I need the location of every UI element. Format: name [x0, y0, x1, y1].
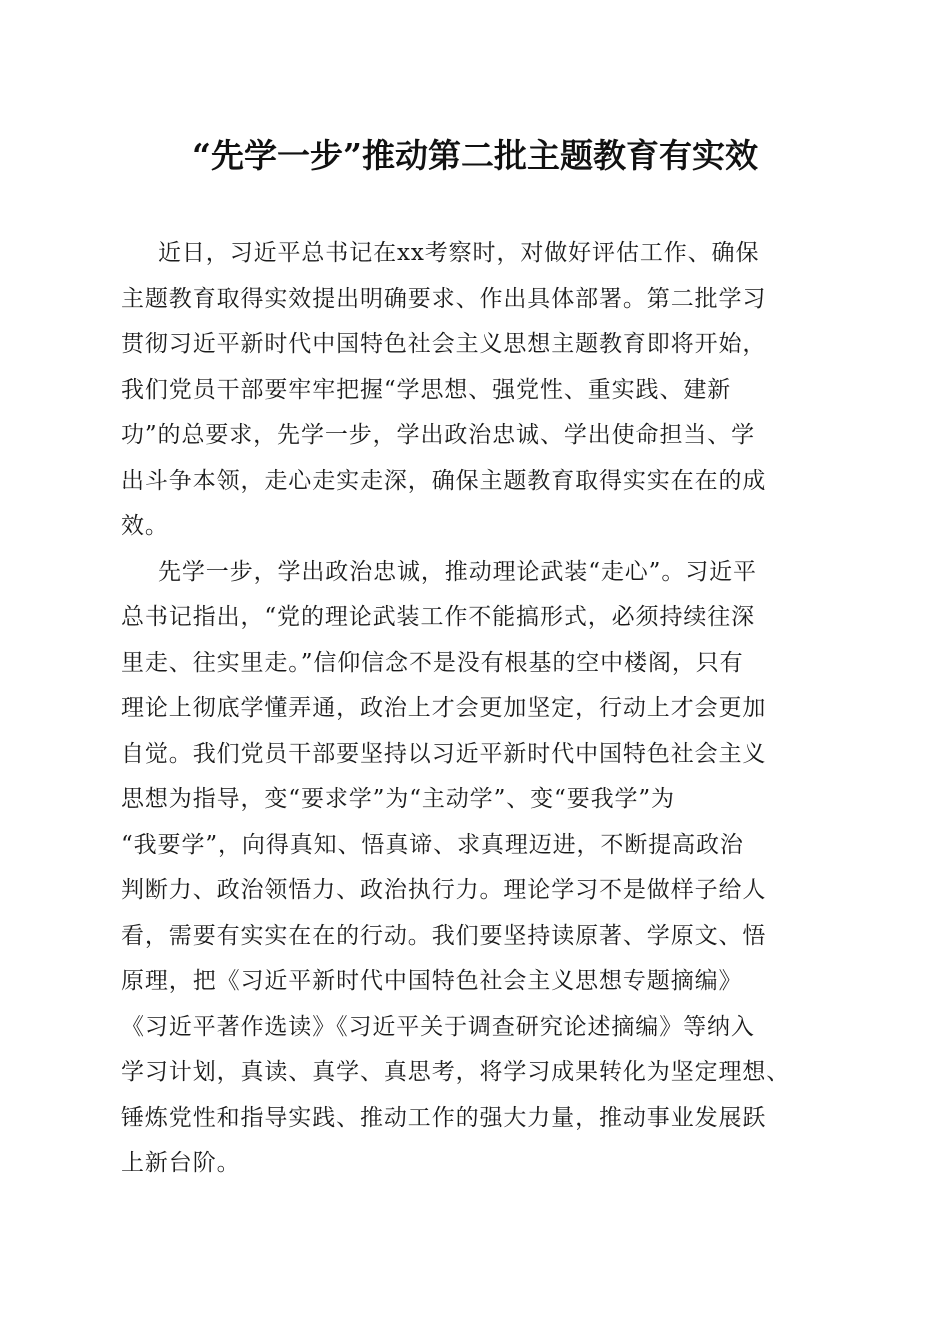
paragraph-line: 自觉。我们党员干部要坚持以习近平新时代中国特色社会主义 — [121, 740, 767, 767]
paragraph-line: 先学一步，学出政治忠诚，推动理论武装“走心”。习近平 — [158, 558, 757, 585]
paragraph-1 — [121, 231, 826, 550]
paragraph-line: 《习近平著作选读》《习近平关于调查研究论述摘编》等纳入 — [121, 1013, 755, 1040]
paragraph-line: 效。 — [121, 513, 169, 539]
paragraph-line: 思想为指导，变“要求学”为“主动学”、变“要我学”为 — [121, 786, 675, 812]
paragraph-line: 理论上彻底学懂弄通，政治上才会更加坚定，行动上才会更加 — [121, 695, 767, 721]
paragraph-2 — [121, 550, 826, 1187]
paragraph-line: 总书记指出，“党的理论武装工作不能搞形式，必须持续往深 — [121, 604, 756, 630]
paragraph-line: 里走、往实里走。”信仰信念不是没有根基的空中楼阁，只有 — [121, 649, 744, 676]
paragraph-line: “我要学”，向得真知、悟真谛、求真理迈进，不断提高政治 — [121, 831, 744, 858]
paragraph-line: 判断力、政治领悟力、政治执行力。理论学习不是做样子给人 — [121, 877, 767, 903]
document-title: “先学一步”推动第二批主题教育有实效 — [192, 136, 758, 175]
paragraph-line: 出斗争本领，走心走实走深，确保主题教育取得实实在在的成 — [121, 467, 767, 494]
paragraph-line: 锤炼党性和指导实践、推动工作的强大力量，推动事业发展跃 — [121, 1104, 767, 1131]
paragraph-line: 贯彻习近平新时代中国特色社会主义思想主题教育即将开始， — [121, 331, 767, 357]
paragraph-line: 主题教育取得实效提出明确要求、作出具体部署。第二批学习 — [121, 285, 767, 312]
paragraph-line: 看，需要有实实在在的行动。我们要坚持读原著、学原文、悟 — [121, 922, 767, 949]
paragraph-line: 功”的总要求，先学一步，学出政治忠诚、学出使命担当、学 — [121, 422, 756, 448]
paragraph-line: 学习计划，真读、真学、真思考，将学习成果转化为坚定理想、 — [121, 1059, 791, 1085]
paragraph-line: 上新台阶。 — [121, 1150, 241, 1176]
paragraph-line: 原理，把《习近平新时代中国特色社会主义思想专题摘编》 — [121, 968, 743, 994]
paragraph-line: 我们党员干部要牢牢把握“学思想、强党性、重实践、建新 — [121, 376, 732, 403]
paragraph-line: 近日，习近平总书记在xx考察时，对做好评估工作、确保 — [158, 240, 760, 266]
document-body — [121, 231, 826, 1187]
